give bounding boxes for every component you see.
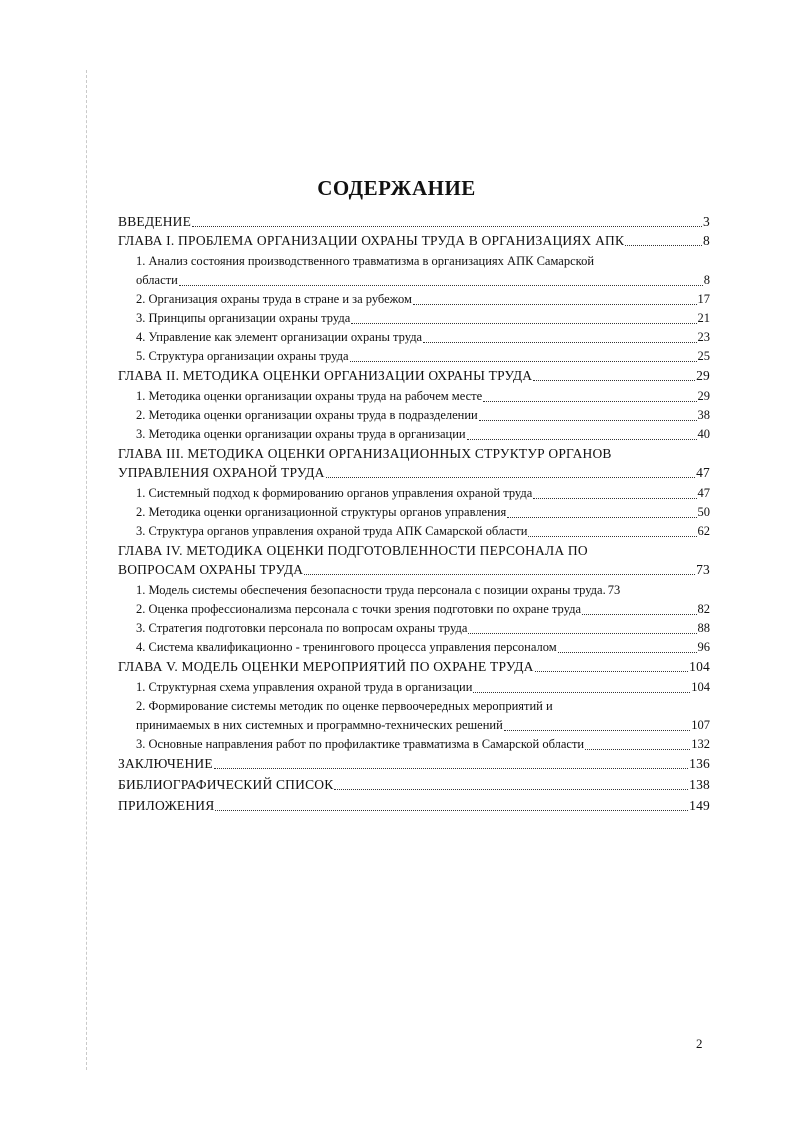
toc-entry-1-4[interactable] [118, 328, 710, 347]
toc-label: ПРИЛОЖЕНИЯ [118, 798, 215, 813]
toc-page: 149 [689, 798, 710, 813]
toc-page: 136 [689, 756, 710, 771]
toc-entry-1-1[interactable] [118, 271, 710, 290]
toc-label: ГЛАВА V. МОДЕЛЬ ОЦЕНКИ МЕРОПРИЯТИЙ ПО ОХРАНЕ ТРУДА [118, 659, 534, 674]
toc-entry-appendix[interactable] [118, 796, 710, 815]
toc-entry-chapter-4[interactable] [118, 560, 710, 579]
dot-leader [582, 613, 697, 615]
toc-entry-3-1[interactable] [118, 484, 710, 503]
toc-page: 23 [697, 330, 710, 344]
dot-leader [179, 284, 703, 286]
toc-entry-1-1-line1[interactable]: 1. Анализ состояния производственного травматизма в организациях АПК Самарской [136, 254, 595, 268]
toc-label: 1. Структурная схема управления охраной труда в организации [136, 680, 473, 694]
toc-entry-chapter-5[interactable] [118, 657, 710, 676]
toc-page: 96 [697, 640, 710, 654]
toc-label: ВОПРОСАМ ОХРАНЫ ТРУДА [118, 562, 304, 577]
dot-leader [533, 497, 696, 499]
toc-page: 8 [703, 273, 710, 287]
toc-page: 73 [696, 562, 710, 577]
dot-leader [214, 767, 688, 769]
dot-leader [625, 244, 702, 246]
toc-entry-5-3[interactable] [118, 735, 710, 754]
dot-leader [192, 225, 702, 227]
toc-entry-4-3[interactable] [118, 619, 710, 638]
toc-entry-chapter-3-line1[interactable]: ГЛАВА III. МЕТОДИКА ОЦЕНКИ ОРГАНИЗАЦИОННЫХ СТРУКТУР ОРГАНОВ [118, 446, 612, 461]
dot-leader [304, 573, 695, 575]
toc-page: 88 [697, 621, 710, 635]
dot-leader [533, 379, 695, 381]
dot-leader [479, 419, 697, 421]
toc-label: 1. Методика оценки организации охраны труда на рабочем месте [136, 389, 483, 403]
toc-page: 29 [696, 368, 710, 383]
toc-page: 38 [697, 408, 710, 422]
dot-leader [467, 438, 697, 440]
dot-leader [535, 670, 689, 672]
dot-leader [507, 516, 696, 518]
toc-entry-4-4[interactable] [118, 638, 710, 657]
toc-label: 3. Основные направления работ по профилактике травматизма в Самарской области [136, 737, 585, 751]
page-number: 2 [696, 1036, 703, 1051]
toc-page: 29 [697, 389, 710, 403]
toc-entry-intro[interactable] [118, 212, 710, 231]
toc-label: ГЛАВА I. ПРОБЛЕМА ОРГАНИЗАЦИИ ОХРАНЫ ТРУДА В ОРГАНИЗАЦИЯХ АПК [118, 233, 625, 248]
toc-entry-1-2[interactable] [118, 290, 710, 309]
toc-page: 47 [696, 465, 710, 480]
dot-leader [585, 748, 690, 750]
toc-label: ЗАКЛЮЧЕНИЕ [118, 756, 213, 771]
toc-page: 107 [691, 718, 710, 732]
toc-label: 3. Стратегия подготовки персонала по вопросам охраны труда [136, 621, 468, 635]
toc-entry-bibliography[interactable] [118, 775, 710, 794]
toc-page: 25 [697, 349, 710, 363]
dot-leader [473, 691, 690, 693]
toc-page: 104 [689, 659, 710, 674]
toc-entry-chapter-2[interactable] [118, 366, 710, 385]
dot-leader [215, 809, 688, 811]
toc-entry-conclusion[interactable] [118, 754, 710, 773]
toc-entry-1-5[interactable] [118, 347, 710, 366]
toc-label: 3. Методика оценки организации охраны труда в организации [136, 427, 466, 441]
toc-entry-chapter-4-line1[interactable]: ГЛАВА IV. МЕТОДИКА ОЦЕНКИ ПОДГОТОВЛЕННОСТИ ПЕРСОНАЛА ПО [118, 543, 588, 558]
toc-label: принимаемых в них системных и программно-технических решений [136, 718, 503, 732]
toc-entry-5-2[interactable] [118, 716, 710, 735]
toc-entry-4-2[interactable] [118, 600, 710, 619]
toc-page: 62 [697, 524, 710, 538]
toc-page: 40 [697, 427, 710, 441]
toc-entry-2-1[interactable] [118, 387, 710, 406]
toc-page: 138 [689, 777, 710, 792]
toc-label: 3. Структура органов управления охраной труда АПК Самарской области [136, 524, 528, 538]
toc-page: 21 [697, 311, 710, 325]
dot-leader [334, 788, 688, 790]
toc-page: 82 [697, 602, 710, 616]
toc-label: 2. Методика оценки организационной структуры органов управления [136, 505, 507, 519]
dot-leader [468, 632, 696, 634]
toc-entry-4-1[interactable] [118, 581, 710, 600]
toc-label: 2. Методика оценки организации охраны труда в подразделении [136, 408, 478, 422]
toc-label: УПРАВЛЕНИЯ ОХРАНОЙ ТРУДА [118, 465, 325, 480]
toc-entry-3-2[interactable] [118, 503, 710, 522]
toc-entry-5-1[interactable] [118, 678, 710, 697]
dot-leader [351, 322, 696, 324]
toc-label: области [136, 273, 178, 287]
toc-page: 47 [697, 486, 710, 500]
dot-leader [528, 535, 696, 537]
toc-page: 132 [691, 737, 710, 751]
toc-page: 17 [697, 292, 710, 306]
toc-entry-chapter-1[interactable] [118, 231, 710, 250]
dot-leader [558, 651, 697, 653]
toc-entry-chapter-3[interactable] [118, 463, 710, 482]
dot-leader [504, 729, 690, 731]
toc-label: 1. Системный подход к формированию органов управления охраной труда [136, 486, 533, 500]
toc-entry-3-3[interactable] [118, 522, 710, 541]
page-title: СОДЕРЖАНИЕ [317, 176, 476, 200]
toc-label: БИБЛИОГРАФИЧЕСКИЙ СПИСОК [118, 777, 334, 792]
toc-label: 2. Организация охраны труда в стране и за рубежом [136, 292, 412, 306]
toc-label: 2. Оценка профессионализма персонала с точки зрения подготовки по охране труда [136, 602, 581, 616]
toc-page: 104 [691, 680, 710, 694]
toc-label: 1. Модель системы обеспечения безопасности труда персонала с позиции охраны труда. [136, 583, 606, 597]
toc-page: 73 [607, 583, 621, 597]
dot-leader [483, 400, 696, 402]
toc-entry-1-3[interactable] [118, 309, 710, 328]
table-of-contents [118, 212, 710, 815]
scan-artifact-line [86, 70, 87, 1070]
dot-leader [350, 360, 697, 362]
toc-entry-2-3[interactable] [118, 425, 710, 444]
toc-entry-5-2-line1[interactable]: 2. Формирование системы методик по оценке первоочередных мероприятий и [136, 699, 553, 713]
toc-label: ВВЕДЕНИЕ [118, 214, 192, 229]
dot-leader [326, 476, 696, 478]
dot-leader [423, 341, 696, 343]
toc-page: 50 [697, 505, 710, 519]
toc-label: 5. Структура организации охраны труда [136, 349, 349, 363]
toc-label: 4. Система квалификационно - тренингового процесса управления персоналом [136, 640, 557, 654]
dot-leader [413, 303, 697, 305]
toc-page: 3 [703, 214, 710, 229]
toc-page: 8 [703, 233, 710, 248]
toc-entry-2-2[interactable] [118, 406, 710, 425]
toc-label: 3. Принципы организации охраны труда [136, 311, 351, 325]
toc-label: ГЛАВА II. МЕТОДИКА ОЦЕНКИ ОРГАНИЗАЦИИ ОХРАНЫ ТРУДА [118, 368, 533, 383]
toc-label: 4. Управление как элемент организации охраны труда [136, 330, 423, 344]
